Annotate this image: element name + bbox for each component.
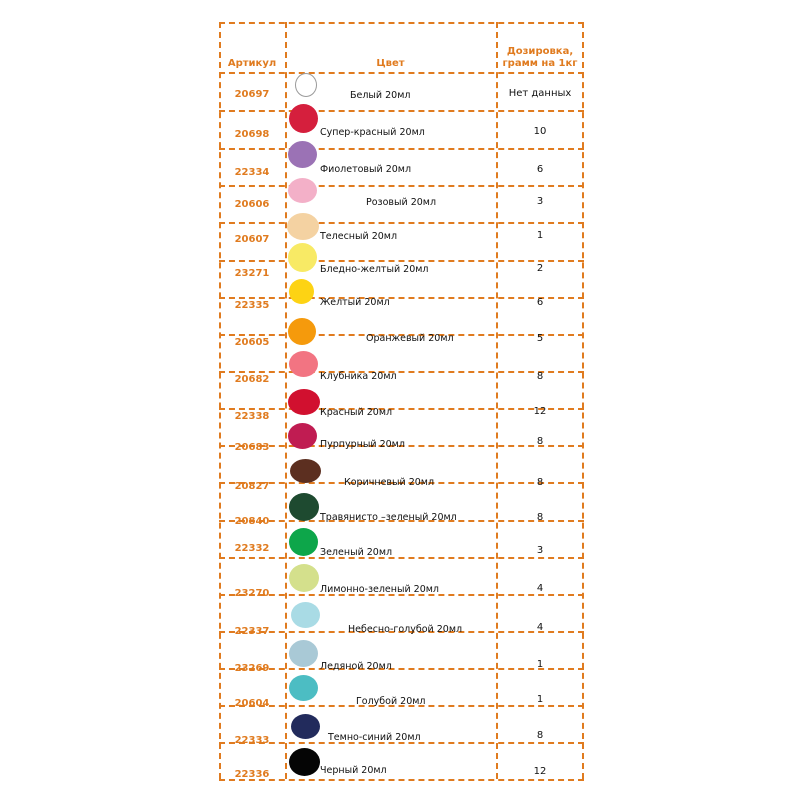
color-swatch bbox=[289, 748, 320, 776]
dosage-value: 5 bbox=[536, 333, 544, 344]
dosage-value: 4 bbox=[536, 622, 544, 633]
article-number: 22333 bbox=[234, 735, 270, 746]
row-divider bbox=[219, 557, 584, 559]
dosage-value: 1 bbox=[536, 659, 544, 670]
dosage-value: 1 bbox=[536, 694, 544, 705]
color-swatch bbox=[289, 104, 318, 133]
row-divider bbox=[219, 72, 584, 74]
color-name: Красный 20мл bbox=[320, 407, 393, 418]
dosage-value: 8 bbox=[536, 371, 544, 382]
dosage-value: 8 bbox=[536, 512, 544, 523]
dosage-value: 12 bbox=[533, 766, 547, 777]
dosage-value: 3 bbox=[536, 545, 544, 556]
header-dosage-line2: грамм на 1кг bbox=[502, 58, 578, 69]
dosage-value: 6 bbox=[536, 164, 544, 175]
color-name: Желтый 20мл bbox=[320, 297, 390, 308]
article-number: 20607 bbox=[234, 234, 270, 245]
color-name: Пурпурный 20мл bbox=[320, 439, 405, 450]
dosage-value: 6 bbox=[536, 297, 544, 308]
color-swatch bbox=[288, 389, 320, 415]
color-swatch bbox=[291, 602, 320, 628]
color-name: Лимонно-зеленый 20мл bbox=[320, 584, 440, 595]
dosage-value: 8 bbox=[536, 730, 544, 741]
article-number: 22332 bbox=[234, 543, 270, 554]
color-swatch bbox=[289, 279, 314, 304]
article-number: 20604 bbox=[234, 698, 270, 709]
article-number: 20840 bbox=[234, 516, 270, 527]
color-swatch bbox=[288, 141, 317, 168]
color-swatch bbox=[291, 714, 320, 739]
article-number: 22335 bbox=[234, 300, 270, 311]
row-divider bbox=[219, 185, 584, 187]
article-number: 23269 bbox=[234, 663, 270, 674]
color-swatch bbox=[289, 640, 318, 667]
color-name: Зеленый 20мл bbox=[320, 547, 393, 558]
color-swatch bbox=[288, 318, 316, 345]
color-name: Розовый 20мл bbox=[366, 197, 437, 208]
dosage-value: 12 bbox=[533, 406, 547, 417]
color-name: Травянисто –зеленый 20мл bbox=[320, 512, 457, 523]
column-divider bbox=[285, 22, 287, 779]
color-swatch bbox=[290, 459, 321, 483]
dosage-value: 3 bbox=[536, 196, 544, 207]
dosage-value: 8 bbox=[536, 477, 544, 488]
row-divider bbox=[219, 222, 584, 224]
color-name: Бледно-желтый 20мл bbox=[320, 264, 429, 275]
article-number: 20605 bbox=[234, 337, 270, 348]
color-swatch bbox=[289, 493, 319, 521]
dosage-value: 8 bbox=[536, 436, 544, 447]
header-article: Артикул bbox=[227, 58, 277, 69]
color-swatch bbox=[295, 73, 317, 97]
row-divider bbox=[219, 260, 584, 262]
color-name: Небесно-голубой 20мл bbox=[348, 624, 463, 635]
article-number: 20697 bbox=[234, 89, 270, 100]
color-name: Телесный 20мл bbox=[320, 231, 398, 242]
article-number: 20827 bbox=[234, 481, 270, 492]
color-name: Коричневый 20мл bbox=[344, 477, 435, 488]
color-name: Клубника 20мл bbox=[320, 371, 397, 382]
article-number: 23271 bbox=[234, 268, 270, 279]
dosage-value: Нет данных bbox=[508, 88, 572, 99]
color-swatch bbox=[289, 528, 318, 556]
color-swatch bbox=[288, 243, 317, 272]
color-swatch bbox=[287, 213, 319, 240]
article-number: 20698 bbox=[234, 129, 270, 140]
color-swatch bbox=[289, 675, 318, 701]
color-name: Фиолетовый 20мл bbox=[320, 164, 412, 175]
article-number: 22334 bbox=[234, 167, 270, 178]
color-swatch bbox=[288, 423, 317, 449]
header-dosage-line1: Дозировка, bbox=[506, 46, 574, 57]
dosage-value: 4 bbox=[536, 583, 544, 594]
article-number: 20683 bbox=[234, 442, 270, 453]
color-name: Голубой 20мл bbox=[356, 696, 426, 707]
color-name: Оранжевый 20мл bbox=[366, 333, 454, 344]
color-swatch bbox=[289, 564, 319, 592]
color-name: Супер-красный 20мл bbox=[320, 127, 425, 138]
article-number: 20606 bbox=[234, 199, 270, 210]
article-number: 22338 bbox=[234, 411, 270, 422]
dosage-value: 10 bbox=[533, 126, 547, 137]
dosage-value: 2 bbox=[536, 263, 544, 274]
table-border-top bbox=[219, 22, 584, 24]
color-name: Белый 20мл bbox=[350, 90, 411, 101]
color-name: Темно-синий 20мл bbox=[328, 732, 421, 743]
row-divider bbox=[219, 148, 584, 150]
dosage-value: 1 bbox=[536, 230, 544, 241]
color-name: Ледяной 20мл bbox=[320, 661, 392, 672]
article-number: 22337 bbox=[234, 626, 270, 637]
article-number: 22336 bbox=[234, 769, 270, 780]
row-divider bbox=[219, 110, 584, 112]
header-dosage bbox=[496, 46, 584, 70]
header-color: Цвет bbox=[376, 58, 405, 69]
article-number: 23270 bbox=[234, 588, 270, 599]
color-swatch bbox=[288, 178, 317, 203]
article-number: 20682 bbox=[234, 374, 270, 385]
color-swatch bbox=[289, 351, 318, 377]
color-name: Черный 20мл bbox=[320, 765, 387, 776]
color-table bbox=[219, 22, 584, 779]
